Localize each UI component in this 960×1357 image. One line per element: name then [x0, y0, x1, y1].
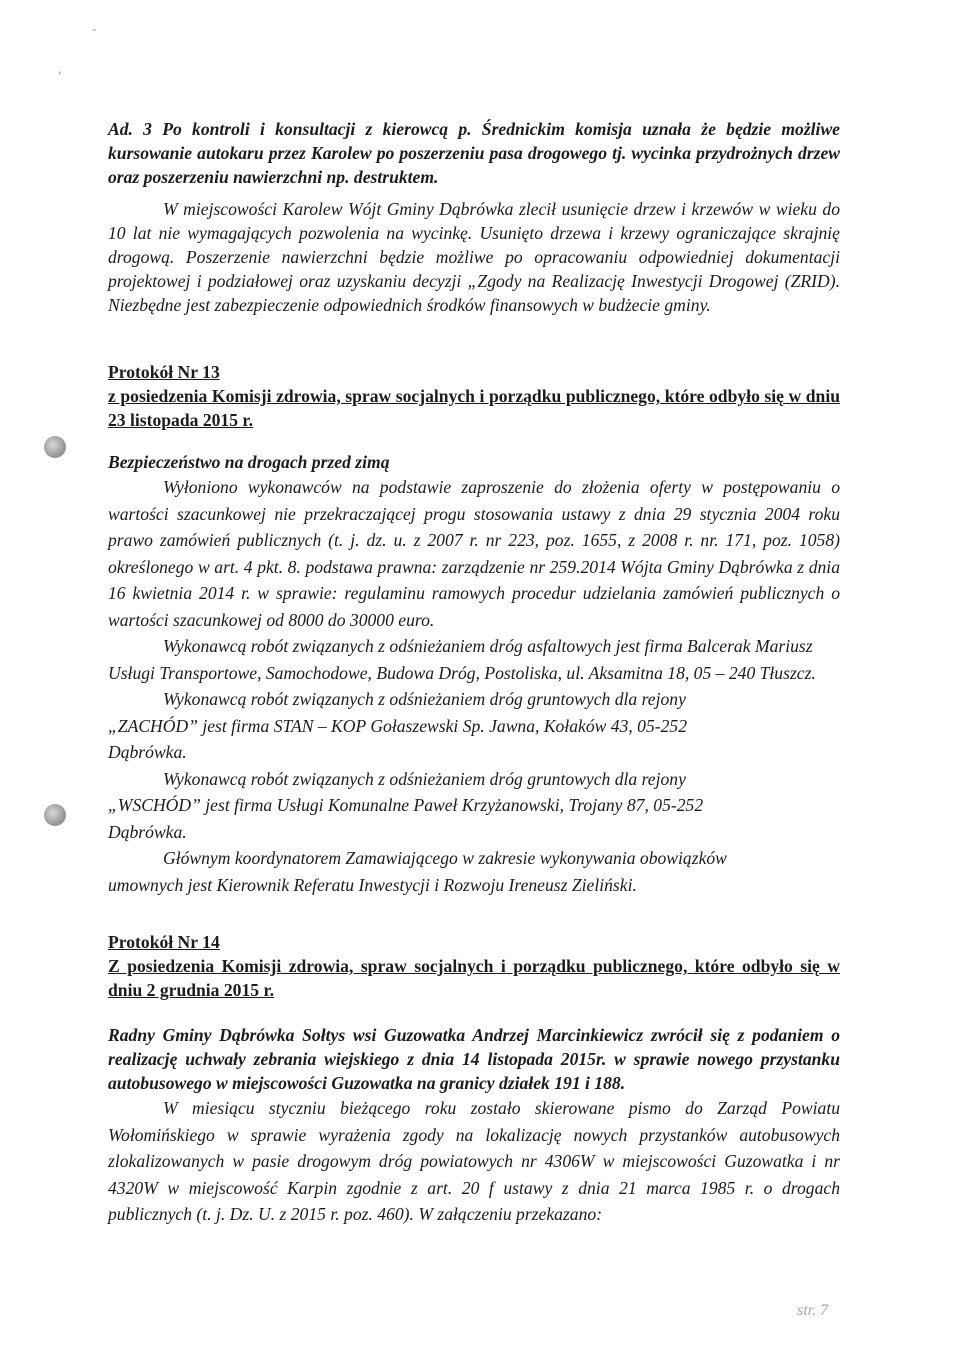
page-number: str. 7: [797, 1302, 829, 1319]
protokol-13-paragraph-3: Wykonawcą robót związanych z odśnieżaniem dróg gruntowych dla rejony „ZACHÓD” jest firma STAN – KOP Gołaszewski Sp. Jawna, Kołaków 43, 05-252 Dąbrówka.: [108, 689, 688, 762]
protokol-13-paragraph-1: Wyłoniono wykonawców na podstawie zaproszenie do złożenia oferty w postępowaniu o wartości szacunkowej nie przekraczającej progu stosowania ustawy z dnia 29 stycznia 2004 roku prawo zamówień publicznych (t. j. dz. u. z 2007 r. nr 223, poz. 1655, z 2008 r. nr. 171, poz. 1058) określonego w art. 4 pkt. 8. podstawa prawna: zarządzenie nr 259.2014 Wójta Gminy Dąbrówka z dnia 16 kwietnia 2014 r. w sprawie: regulaminu ramowych procedur udzielania zamówień publicznych o wartości szacunkowej od 8000 do 30000 euro.: [108, 477, 840, 630]
protokol-13-paragraph-2: Wykonawcą robót związanych z odśnieżaniem dróg asfaltowych jest firma Balcerak Mariusz Usługi Transportowe, Samochodowe, Budowa Dróg, Postoliska, ul. Aksamitna 18, 05 – 240 Tłuszcz.: [108, 636, 816, 683]
punch-hole-top: [44, 436, 66, 458]
protokol-14-title: Protokół Nr 14: [108, 932, 220, 952]
protokol-14-request: Radny Gminy Dąbrówka Sołtys wsi Guzowatka Andrzej Marcinkiewicz zwrócił się z podaniem o realizację uchwały zebrania wiejskiego z dnia 14 listopada 2015r. w sprawie nowego przystanku autobusowego w miejscowości Guzowatka na granicy działek 191 i 188.: [108, 1025, 840, 1093]
protokol-14-paragraph: W miesiącu styczniu bieżącego roku zostało skierowane pismo do Zarząd Powiatu Wołomińskiego w sprawie wyrażenia zgody na lokalizację nowych przystanków autobusowych zlokalizowanych w pasie drogowym dróg powiatowych nr 4306W w miejscowości Guzowatka i nr 4320W w miejscowość Karpin zgodnie z art. 20 f ustawy z dnia 21 marca 1985 r. o drogach publicznych (t. j. Dz. U. z 2015 r. poz. 460). W załączeniu przekazano:: [108, 1098, 840, 1224]
corner-mark-2: ,: [58, 62, 62, 77]
protokol-14-header: [108, 930, 840, 1002]
punch-hole-bottom: [44, 804, 66, 826]
protokol-13-subtitle: z posiedzenia Komisji zdrowia, spraw socjalnych i porządku publicznego, które odbyło się w dniu 23 listopada 2015 r.: [108, 386, 840, 430]
protokol-13-paragraph-5: Głównym koordynatorem Zamawiającego w zakresie wykonywania obowiązków umownych jest Kierownik Referatu Inwestycji i Rozwoju Ireneusz Zieliński.: [108, 848, 727, 895]
protokol-13-paragraph-4: Wykonawcą robót związanych z odśnieżaniem dróg gruntowych dla rejony „WSCHÓD” jest firma Usługi Komunalne Paweł Krzyżanowski, Trojany 87, 05-252 Dąbrówka.: [108, 768, 704, 842]
protokol-13-body: [108, 450, 840, 898]
ad3-paragraph: W miejscowości Karolew Wójt Gminy Dąbrówka zlecił usunięcie drzew i krzewów w wieku do 10 lat nie wymagających pozwolenia na wycinkę. Usunięto drzewa i krzewy ograniczające skrajnię drogową. Poszerzenie nawierzchni będzie możliwe po opracowaniu odpowiedniej dokumentacji projektowej i podziałowej oraz uzyskaniu decyzji „Zgody na Realizację Inwestycji Drogowej (ZRID). Niezbędne jest zabezpieczenie odpowiednich środków finansowych w budżecie gminy.: [108, 199, 840, 315]
ad3-body: [108, 197, 840, 317]
ad3-summary: Ad. 3 Po kontroli i konsultacji z kierowcą p. Średnickim komisja uznała że będzie możliwe kursowanie autokaru przez Karolew po poszerzeniu pasa drogowego tj. wycinka przydrożnych drzew oraz poszerzeniu nawierzchni np. destruktem.: [108, 119, 840, 187]
protokol-13-topic: Bezpieczeństwo na drogach przed zimą: [108, 452, 390, 472]
protokol-14-subtitle: Z posiedzenia Komisji zdrowia, spraw socjalnych i porządku publicznego, które odbyło się w dniu 2 grudnia 2015 r.: [108, 956, 840, 1000]
corner-mark: -: [92, 22, 97, 37]
protokol-14-body: [108, 1023, 840, 1228]
protokol-13-header: [108, 360, 840, 432]
protokol-13-title: Protokół Nr 13: [108, 362, 220, 382]
ad3-section: [108, 117, 840, 189]
